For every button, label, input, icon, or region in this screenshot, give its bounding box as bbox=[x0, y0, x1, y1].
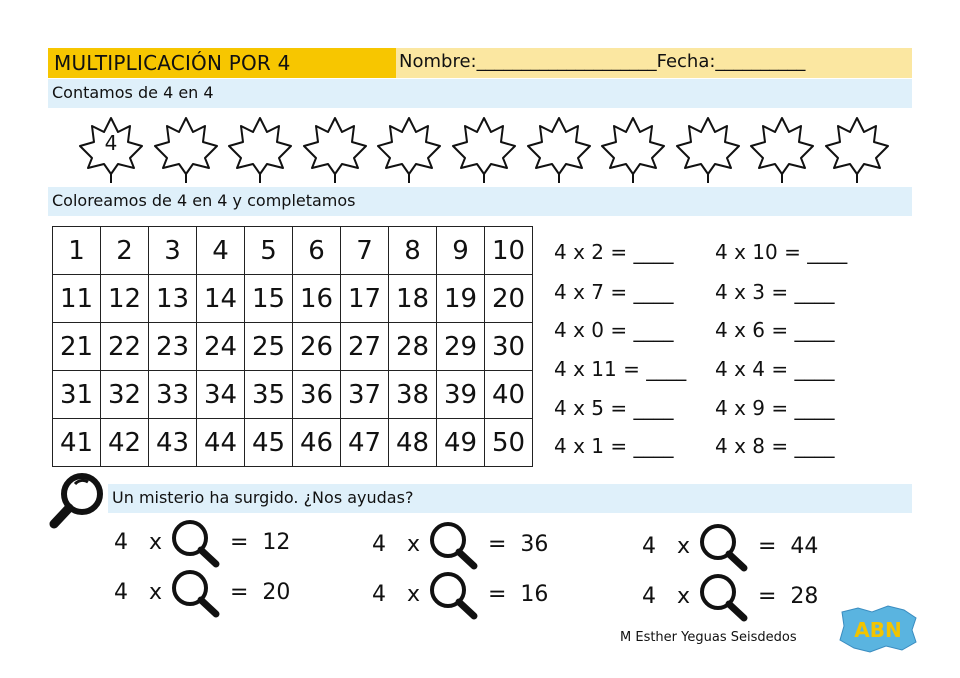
grid-cell[interactable]: 36 bbox=[293, 371, 341, 419]
title-bar bbox=[48, 48, 396, 78]
equation[interactable]: 4 x 11 = ____ bbox=[554, 357, 687, 381]
equation[interactable]: 4 x 7 = ____ bbox=[554, 280, 674, 304]
grid-cell[interactable]: 46 bbox=[293, 419, 341, 467]
grid-cell[interactable]: 7 bbox=[341, 227, 389, 275]
mystery-factor-label: 4 x bbox=[114, 580, 162, 605]
grid-cell[interactable]: 18 bbox=[389, 275, 437, 323]
leaf-shape bbox=[451, 116, 517, 184]
leaf-number[interactable]: 4 bbox=[104, 131, 118, 155]
grid-cell[interactable]: 14 bbox=[197, 275, 245, 323]
grid-cell[interactable]: 48 bbox=[389, 419, 437, 467]
leaf-shape bbox=[600, 116, 666, 184]
magnifier-icon[interactable] bbox=[426, 570, 482, 622]
abn-logo bbox=[836, 604, 920, 654]
grid-cell[interactable]: 6 bbox=[293, 227, 341, 275]
grid-cell[interactable]: 28 bbox=[389, 323, 437, 371]
grid-cell[interactable]: 11 bbox=[53, 275, 101, 323]
author-credit: M Esther Yeguas Seisdedos bbox=[620, 630, 797, 645]
grid-cell[interactable]: 17 bbox=[341, 275, 389, 323]
name-date-bar bbox=[396, 48, 912, 78]
magnifier-icon[interactable] bbox=[426, 520, 482, 572]
leaf-shape bbox=[227, 116, 293, 184]
grid-cell[interactable]: 2 bbox=[101, 227, 149, 275]
grid-cell[interactable]: 38 bbox=[389, 371, 437, 419]
magnifier-icon bbox=[48, 470, 114, 532]
equation[interactable]: 4 x 0 = ____ bbox=[554, 318, 674, 342]
grid-row bbox=[53, 275, 533, 323]
grid-row bbox=[53, 371, 533, 419]
magnifier-icon[interactable] bbox=[696, 522, 752, 574]
mystery-factor-label: 4 x bbox=[642, 534, 690, 559]
leaf-shape bbox=[302, 116, 368, 184]
leaf-shape bbox=[675, 116, 741, 184]
grid-cell[interactable]: 4 bbox=[197, 227, 245, 275]
section-band-coloring bbox=[48, 187, 912, 216]
grid-cell[interactable]: 23 bbox=[149, 323, 197, 371]
number-grid bbox=[52, 226, 533, 467]
mystery-factor-label: 4 x bbox=[372, 532, 420, 557]
equation[interactable]: 4 x 8 = ____ bbox=[715, 434, 835, 458]
mystery-result: = 28 bbox=[758, 584, 819, 609]
grid-cell[interactable]: 5 bbox=[245, 227, 293, 275]
section-label-coloring: Coloreamos de 4 en 4 y completamos bbox=[52, 191, 356, 210]
grid-cell[interactable]: 43 bbox=[149, 419, 197, 467]
grid-cell[interactable]: 44 bbox=[197, 419, 245, 467]
grid-cell[interactable]: 42 bbox=[101, 419, 149, 467]
leaf-shape bbox=[824, 116, 890, 184]
equation[interactable]: 4 x 2 = ____ bbox=[554, 240, 674, 264]
grid-cell[interactable]: 37 bbox=[341, 371, 389, 419]
equation[interactable]: 4 x 9 = ____ bbox=[715, 396, 835, 420]
grid-cell[interactable]: 30 bbox=[485, 323, 533, 371]
grid-cell[interactable]: 27 bbox=[341, 323, 389, 371]
leaf-shape bbox=[153, 116, 219, 184]
grid-cell[interactable]: 40 bbox=[485, 371, 533, 419]
grid-cell[interactable]: 20 bbox=[485, 275, 533, 323]
section-label-mystery: Un misterio ha surgido. ¿Nos ayudas? bbox=[112, 488, 414, 507]
grid-cell[interactable]: 9 bbox=[437, 227, 485, 275]
grid-row bbox=[53, 419, 533, 467]
mystery-result: = 20 bbox=[230, 580, 291, 605]
grid-cell[interactable]: 24 bbox=[197, 323, 245, 371]
grid-cell[interactable]: 35 bbox=[245, 371, 293, 419]
leaf-shape bbox=[376, 116, 442, 184]
grid-cell[interactable]: 39 bbox=[437, 371, 485, 419]
equation[interactable]: 4 x 3 = ____ bbox=[715, 280, 835, 304]
grid-cell[interactable]: 16 bbox=[293, 275, 341, 323]
mystery-factor-label: 4 x bbox=[642, 584, 690, 609]
leaf-shape bbox=[749, 116, 815, 184]
magnifier-icon[interactable] bbox=[168, 568, 224, 620]
grid-cell[interactable]: 10 bbox=[485, 227, 533, 275]
grid-cell[interactable]: 31 bbox=[53, 371, 101, 419]
grid-cell[interactable]: 47 bbox=[341, 419, 389, 467]
equation[interactable]: 4 x 10 = ____ bbox=[715, 240, 848, 264]
grid-cell[interactable]: 41 bbox=[53, 419, 101, 467]
equation[interactable]: 4 x 4 = ____ bbox=[715, 357, 835, 381]
leaf-shape bbox=[78, 116, 144, 184]
grid-cell[interactable]: 50 bbox=[485, 419, 533, 467]
mystery-factor-label: 4 x bbox=[114, 530, 162, 555]
grid-cell[interactable]: 21 bbox=[53, 323, 101, 371]
grid-cell[interactable]: 33 bbox=[149, 371, 197, 419]
grid-cell[interactable]: 13 bbox=[149, 275, 197, 323]
grid-cell[interactable]: 15 bbox=[245, 275, 293, 323]
equation[interactable]: 4 x 6 = ____ bbox=[715, 318, 835, 342]
mystery-result: = 16 bbox=[488, 582, 549, 607]
grid-cell[interactable]: 22 bbox=[101, 323, 149, 371]
grid-cell[interactable]: 3 bbox=[149, 227, 197, 275]
grid-cell[interactable]: 8 bbox=[389, 227, 437, 275]
page-title: MULTIPLICACIÓN POR 4 bbox=[54, 51, 291, 75]
section-band-mystery bbox=[108, 484, 912, 513]
grid-cell[interactable]: 26 bbox=[293, 323, 341, 371]
section-band-counting bbox=[48, 79, 912, 108]
leaf-shape bbox=[526, 116, 592, 184]
name-date-field[interactable]: Nombre:____________________Fecha:__________ bbox=[399, 51, 806, 72]
grid-row bbox=[53, 323, 533, 371]
grid-cell[interactable]: 19 bbox=[437, 275, 485, 323]
grid-row bbox=[53, 227, 533, 275]
grid-cell[interactable]: 29 bbox=[437, 323, 485, 371]
equation[interactable]: 4 x 5 = ____ bbox=[554, 396, 674, 420]
section-label-counting: Contamos de 4 en 4 bbox=[52, 83, 214, 102]
grid-cell[interactable]: 1 bbox=[53, 227, 101, 275]
abn-logo-text: ABN bbox=[854, 618, 902, 642]
magnifier-icon[interactable] bbox=[168, 518, 224, 570]
grid-cell[interactable]: 32 bbox=[101, 371, 149, 419]
mystery-factor-label: 4 x bbox=[372, 582, 420, 607]
magnifier-icon[interactable] bbox=[696, 572, 752, 624]
mystery-result: = 44 bbox=[758, 534, 819, 559]
mystery-result: = 36 bbox=[488, 532, 549, 557]
grid-cell[interactable]: 45 bbox=[245, 419, 293, 467]
mystery-result: = 12 bbox=[230, 530, 291, 555]
grid-cell[interactable]: 25 bbox=[245, 323, 293, 371]
grid-cell[interactable]: 49 bbox=[437, 419, 485, 467]
equation[interactable]: 4 x 1 = ____ bbox=[554, 434, 674, 458]
grid-cell[interactable]: 34 bbox=[197, 371, 245, 419]
grid-cell[interactable]: 12 bbox=[101, 275, 149, 323]
